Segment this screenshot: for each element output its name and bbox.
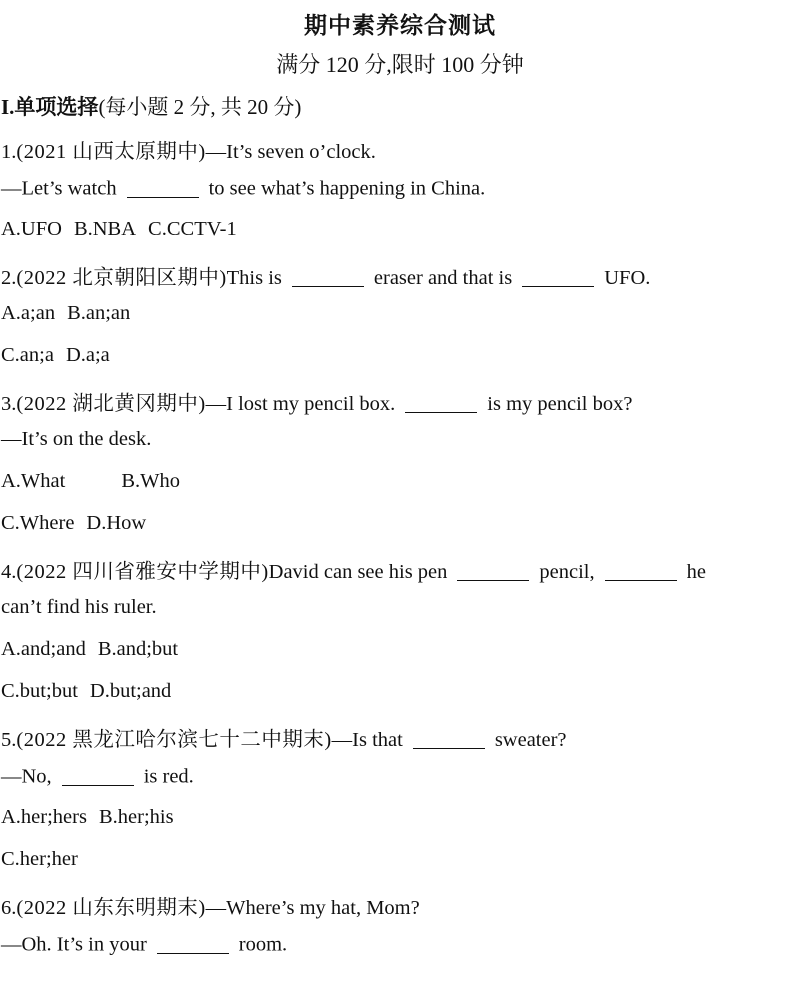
question-5-options-row1 — [1, 806, 174, 829]
section-heading — [1, 91, 301, 121]
question-number: 2. — [1, 267, 17, 289]
option-d: D.but;and — [89, 680, 172, 702]
option-b: B.an;an — [67, 302, 131, 324]
answer-blank — [522, 266, 594, 288]
option-c: C.but;but — [1, 680, 78, 702]
question-2-options-row1 — [1, 302, 130, 325]
question-1-stem — [1, 134, 376, 164]
question-number: 4. — [1, 561, 17, 583]
answer-blank — [413, 728, 485, 750]
option-d: D.a;a — [65, 344, 110, 366]
question-text: he — [686, 561, 706, 583]
question-source: (2022 山东东明期末) — [16, 897, 206, 919]
question-source: (2022 黑龙江哈尔滨七十二中期末) — [16, 729, 332, 751]
answer-blank — [157, 932, 229, 954]
question-6-stem — [1, 890, 420, 920]
question-text: is my pencil box? — [487, 393, 633, 415]
question-3-options-row1 — [1, 470, 180, 493]
answer-blank — [605, 560, 677, 582]
answer-blank — [405, 392, 477, 414]
question-3-line2 — [1, 428, 151, 451]
option-c: C.an;a — [1, 344, 54, 366]
question-text: —It’s seven o’clock. — [205, 141, 376, 163]
question-source: (2022 北京朝阳区期中) — [16, 267, 227, 289]
question-text: pencil, — [539, 561, 595, 583]
option-b: B.her;his — [98, 806, 174, 828]
question-4-options-row2 — [1, 680, 171, 703]
question-text: This is — [226, 267, 282, 289]
section-label: I.单项选择 — [1, 95, 99, 119]
question-text: to see what’s happening in China. — [208, 177, 486, 200]
question-1-line2 — [1, 176, 485, 201]
question-text: —Let’s watch — [1, 177, 117, 200]
question-4-stem — [1, 554, 706, 584]
question-text: UFO. — [604, 267, 651, 289]
question-text: —Oh. It’s in your — [1, 933, 147, 956]
question-text: eraser and that is — [373, 267, 513, 289]
question-2-options-row2 — [1, 344, 110, 367]
question-text: can’t find his ruler. — [1, 596, 157, 618]
option-b: B.and;but — [97, 638, 179, 660]
question-2-stem — [1, 260, 650, 290]
question-text: —Is that — [331, 729, 403, 751]
question-4-line2 — [1, 596, 157, 619]
option-c: C.her;her — [1, 848, 78, 870]
section-note: (每小题 2 分, 共 20 分) — [98, 95, 302, 119]
question-text: —No, — [1, 765, 52, 788]
option-a: A.a;an — [1, 302, 56, 324]
question-6-line2 — [1, 932, 287, 957]
question-text: room. — [238, 933, 288, 956]
option-d: D.How — [86, 512, 147, 534]
question-3-options-row2 — [1, 512, 146, 535]
question-source: (2022 湖北黄冈期中) — [16, 393, 206, 415]
answer-blank — [292, 266, 364, 288]
question-number: 5. — [1, 729, 17, 751]
page-subtitle: 满分 120 分,限时 100 分钟 — [276, 52, 524, 77]
question-1-options — [1, 218, 237, 241]
question-text: David can see his pen — [268, 561, 448, 583]
question-text: sweater? — [494, 729, 567, 751]
question-source: (2021 山西太原期中) — [16, 141, 206, 163]
answer-blank — [457, 560, 529, 582]
answer-blank — [127, 176, 199, 198]
question-text: is red. — [143, 765, 194, 788]
question-number: 1. — [1, 141, 17, 163]
question-3-stem — [1, 386, 632, 416]
option-a: A.and;and — [1, 638, 86, 660]
question-5-line2 — [1, 764, 194, 789]
question-5-stem — [1, 722, 567, 752]
question-4-options-row1 — [1, 638, 178, 661]
answer-blank — [62, 764, 134, 786]
option-a: A.her;hers — [1, 806, 87, 828]
option-b: B.Who — [121, 470, 180, 492]
question-5-options-row2 — [1, 848, 78, 871]
question-text: —I lost my pencil box. — [205, 393, 396, 415]
option-b: B.NBA — [73, 218, 137, 240]
question-number: 3. — [1, 393, 17, 415]
option-c: C.CCTV-1 — [148, 218, 237, 240]
question-text: —Where’s my hat, Mom? — [205, 897, 420, 919]
page-title: 期中素养综合测试 — [304, 13, 496, 38]
question-text: —It’s on the desk. — [1, 428, 152, 450]
option-a: A.UFO — [1, 218, 62, 240]
question-number: 6. — [1, 897, 17, 919]
option-c: C.Where — [1, 512, 75, 534]
option-a: A.What — [1, 470, 66, 492]
question-source: (2022 四川省雅安中学期中) — [16, 561, 269, 583]
